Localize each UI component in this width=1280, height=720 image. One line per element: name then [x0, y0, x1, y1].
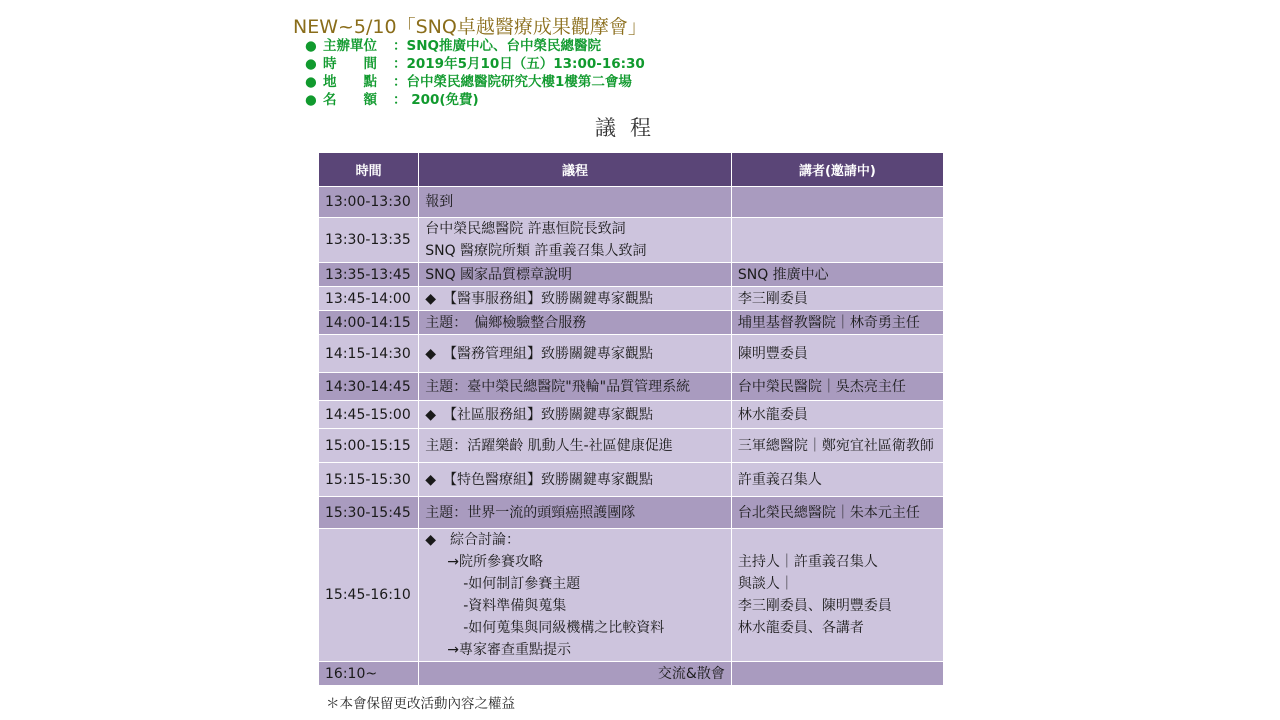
topic-line: SNQ 醫療院所類 許重義召集人致詞: [425, 243, 647, 259]
row-topic: [419, 662, 732, 686]
speaker-line: 埔里基督教醫院｜林奇勇主任: [737, 314, 920, 331]
speaker-line: 林水龍委員、各講者: [737, 620, 864, 636]
row-topic: [419, 401, 732, 429]
row-speaker: [731, 401, 943, 429]
speaker-line: 主持人｜許重義召集人: [737, 554, 878, 570]
row-speaker: [731, 497, 943, 529]
agenda-row: [319, 335, 944, 373]
topic-line: ◆ 【醫務管理組】致勝關鍵專家觀點: [425, 345, 653, 362]
topic-line: SNQ 國家品質標章說明: [425, 266, 573, 283]
row-speaker: [731, 218, 943, 263]
header-speaker: 講者(邀請中): [731, 153, 943, 187]
row-time: 15:15-15:30: [319, 463, 419, 497]
row-topic: [419, 429, 732, 463]
row-topic: [419, 311, 732, 335]
row-time: 14:15-14:30: [319, 335, 419, 373]
row-topic: [419, 218, 732, 263]
event-title: NEW~5/10「SNQ卓越醫療成果觀摩會」: [293, 16, 647, 38]
topic-line: ◆ 綜合討論：: [425, 532, 520, 548]
agenda-row: [319, 429, 944, 463]
row-topic: [419, 187, 732, 218]
agenda-row: [319, 263, 944, 287]
agenda-table: [318, 152, 944, 686]
topic-line: 台中榮民總醫院 許惠恒院長致詞: [425, 221, 626, 237]
info-label: 名 額: [323, 92, 377, 108]
row-time: 13:30-13:35: [319, 218, 419, 263]
agenda-heading: 議程: [595, 116, 665, 140]
info-value: ： 200(免費): [393, 92, 479, 108]
speaker-line: 林水龍委員: [737, 406, 808, 423]
row-speaker: [731, 662, 943, 686]
topic-line: 主題：活躍樂齡 肌動人生-社區健康促進: [425, 437, 673, 454]
info-value: ：SNQ推廣中心、台中榮民總醫院: [393, 38, 601, 54]
row-time: 15:00-15:15: [319, 429, 419, 463]
agenda-row: [319, 311, 944, 335]
row-topic: [419, 263, 732, 287]
info-quota: [305, 91, 645, 109]
row-topic: [419, 287, 732, 311]
agenda-row: [319, 497, 944, 529]
speaker-line: 許重義召集人: [737, 471, 822, 488]
info-time: [305, 55, 645, 73]
row-speaker: [731, 287, 943, 311]
topic-line: 交流&散會: [657, 665, 725, 682]
row-speaker: [731, 529, 943, 662]
bullet-icon: ●: [305, 38, 317, 54]
topic-line: ◆ 【社區服務組】致勝關鍵專家觀點: [425, 406, 653, 423]
agenda-row: [319, 529, 944, 662]
info-value: ：台中榮民總醫院研究大樓1樓第二會場: [393, 74, 632, 90]
row-time: 14:45-15:00: [319, 401, 419, 429]
row-time: 15:30-15:45: [319, 497, 419, 529]
info-location: [305, 73, 645, 91]
speaker-line: 與談人｜: [737, 576, 794, 592]
speaker-line: 李三剛委員、陳明豐委員: [737, 598, 892, 614]
row-topic: [419, 463, 732, 497]
row-time: 13:35-13:45: [319, 263, 419, 287]
row-time: 14:00-14:15: [319, 311, 419, 335]
header-time: 時間: [319, 153, 419, 187]
speaker-line: 台中榮民醫院｜吳杰亮主任: [737, 378, 906, 395]
agenda-row: [319, 463, 944, 497]
row-time: 13:45-14:00: [319, 287, 419, 311]
info-label: 主辦單位: [323, 38, 377, 54]
agenda-row: [319, 373, 944, 401]
topic-line: -資料準備與蒐集: [463, 598, 567, 614]
speaker-line: 三軍總醫院｜鄭宛宜社區衛教師: [737, 437, 934, 454]
topic-line: 主題：臺中榮民總醫院"飛輪"品質管理系統: [425, 378, 691, 395]
row-time: 16:10~: [319, 662, 419, 686]
info-value: ：2019年5月10日（五）13:00-16:30: [393, 56, 645, 72]
speaker-line: SNQ 推廣中心: [737, 266, 829, 283]
topic-line: 報到: [425, 194, 454, 210]
topic-line: ◆ 【醫事服務組】致勝關鍵專家觀點: [425, 290, 653, 307]
topic-line: 主題： 偏鄉檢驗整合服務: [425, 314, 587, 331]
bullet-icon: ●: [305, 56, 317, 72]
row-topic: [419, 373, 732, 401]
agenda-row: [319, 187, 944, 218]
agenda-row: [319, 662, 944, 686]
row-speaker: [731, 335, 943, 373]
bullet-icon: ●: [305, 74, 317, 90]
agenda-row: [319, 401, 944, 429]
speaker-line: 台北榮民總醫院｜朱本元主任: [737, 504, 920, 521]
row-speaker: [731, 463, 943, 497]
row-speaker: [731, 311, 943, 335]
info-label: 地 點: [323, 74, 377, 90]
row-time: 15:45-16:10: [319, 529, 419, 662]
row-speaker: [731, 429, 943, 463]
row-speaker: [731, 373, 943, 401]
row-topic: [419, 335, 732, 373]
agenda-row: [319, 218, 944, 263]
topic-line: ◆ 【特色醫療組】致勝關鍵專家觀點: [425, 471, 653, 488]
row-speaker: [731, 263, 943, 287]
speaker-line: 李三剛委員: [737, 290, 808, 307]
topic-line: -如何制訂參賽主題: [463, 576, 581, 592]
speaker-line: 陳明豐委員: [737, 345, 808, 362]
row-speaker: [731, 187, 943, 218]
topic-line: -如何蒐集與同級機構之比較資料: [463, 620, 665, 636]
row-topic: [419, 497, 732, 529]
info-organizer: [305, 37, 645, 55]
bullet-icon: ●: [305, 92, 317, 108]
row-topic: [419, 529, 732, 662]
info-label: 時 間: [323, 56, 377, 72]
topic-line: →專家審查重點提示: [447, 642, 571, 658]
footnote: ＊本會保留更改活動內容之權益: [326, 696, 515, 712]
topic-line: 主題：世界一流的頭頸癌照護團隊: [425, 504, 636, 521]
header-topic: 議程: [419, 153, 732, 187]
agenda-header-row: [319, 153, 944, 187]
row-time: 13:00-13:30: [319, 187, 419, 218]
agenda-row: [319, 287, 944, 311]
topic-line: →院所參賽攻略: [447, 554, 543, 570]
agenda-body: [319, 187, 944, 686]
event-info-list: [305, 37, 645, 109]
row-time: 14:30-14:45: [319, 373, 419, 401]
